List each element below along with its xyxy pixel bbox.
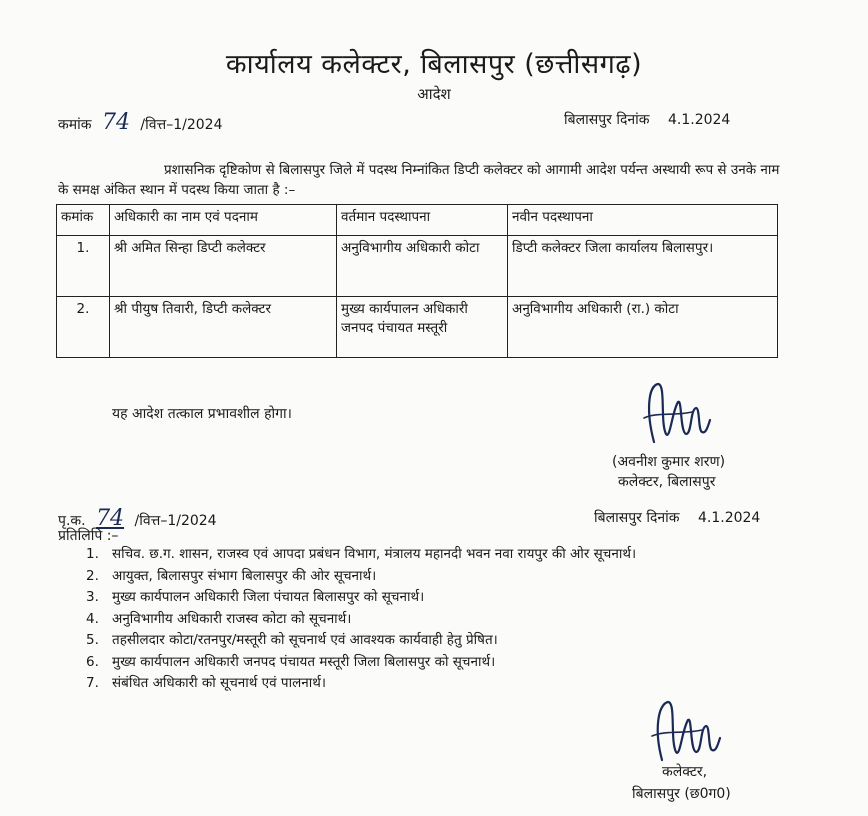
footer-designation: कलेक्टर, <box>662 764 708 780</box>
endorsement-date-line <box>594 508 760 527</box>
table-header-row <box>57 205 778 236</box>
table-cell-serial: 1. <box>57 236 110 297</box>
table-row <box>57 236 778 297</box>
list-item-text: तहसीलदार कोटा/रतनपुर/मस्तूरी को सूचनार्थ एवं आवश्यक कार्यवाही हेतु प्रेषित। <box>112 632 498 648</box>
table-header-officer: अधिकारी का नाम एवं पदनाम <box>110 205 337 236</box>
effect-statement: यह आदेश तत्काल प्रभावशील होगा। <box>112 406 292 422</box>
list-item-text: अनुविभागीय अधिकारी राजस्व कोटा को सूचनार्थ। <box>112 610 352 627</box>
copies-list <box>86 544 786 695</box>
endorsement-suffix: /वित्त–1/2024 <box>134 513 217 529</box>
transfer-table <box>56 204 778 358</box>
order-place-label: बिलासपुर दिनांक <box>564 112 650 128</box>
table-cell-current-post: अनुविभागीय अधिकारी कोटा <box>337 236 508 297</box>
table-cell-officer: श्री अमित सिन्हा डिप्टी कलेक्टर <box>110 236 337 297</box>
table-row <box>57 297 778 358</box>
table-cell-new-post: अनुविभागीय अधिकारी (रा.) कोटा <box>508 297 778 358</box>
list-item-number: 6. <box>86 653 99 670</box>
order-heading: आदेश <box>417 85 451 103</box>
list-item <box>86 587 786 608</box>
table-cell-serial: 2. <box>57 297 110 358</box>
endorsement-date: 4.1.2024 <box>698 510 761 526</box>
list-item-number: 5. <box>86 632 99 648</box>
order-number-line <box>58 110 222 135</box>
signatory-name: (अवनीश कुमार शरण) <box>612 454 726 470</box>
table-header-serial: कमांक <box>57 205 110 236</box>
list-item-text: संबंधित अधिकारी को सूचनार्थ एवं पालनार्थ। <box>112 675 326 691</box>
list-item <box>86 544 786 565</box>
endorsement-place-label: बिलासपुर दिनांक <box>594 510 680 526</box>
order-number-prefix: कमांक <box>58 117 92 133</box>
signatory-designation: कलेक्टर, बिलासपुर <box>618 474 716 490</box>
table-header-new-post: नवीन पदस्थापना <box>508 205 778 236</box>
list-item-number: 1. <box>86 546 99 562</box>
copies-label: प्रतिलिपि :– <box>58 528 119 544</box>
endorsement-prefix: पृ.क. <box>58 513 86 529</box>
list-item-text: सचिव. छ.ग. शासन, राजस्व एवं आपदा प्रबंधन विभाग, मंत्रालय महानदी भवन नवा रायपुर की ओर सूचनार्थ। <box>112 546 637 562</box>
table-cell-new-post: डिप्टी कलेक्टर जिला कार्यालय बिलासपुर। <box>508 236 778 297</box>
list-item-text: मुख्य कार्यपालन अधिकारी जिला पंचायत बिलासपुर को सूचनार्थ। <box>112 589 425 605</box>
order-date-line <box>564 110 730 129</box>
footer-signature <box>646 688 726 772</box>
list-item <box>86 630 786 651</box>
list-item-number: 7. <box>86 675 99 691</box>
order-number-handwritten: 74 <box>101 110 130 135</box>
office-title: कार्यालय कलेक्टर, बिलासपुर (छत्तीसगढ़) <box>225 49 643 80</box>
list-item-number: 2. <box>86 567 99 584</box>
collector-signature <box>636 372 716 456</box>
table-cell-current-post: मुख्य कार्यपालन अधिकारी जनपद पंचायत मस्तूरी <box>337 297 508 358</box>
endorsement-number-handwritten: 74 <box>96 506 125 531</box>
order-date: 4.1.2024 <box>668 112 731 128</box>
table-header-current-post: वर्तमान पदस्थापना <box>337 205 508 236</box>
list-item-number: 3. <box>86 589 99 605</box>
footer-place: बिलासपुर (छ0ग0) <box>632 786 731 802</box>
list-item-number: 4. <box>86 610 99 627</box>
order-number-suffix: /वित्त–1/2024 <box>140 117 223 133</box>
list-item-text: मुख्य कार्यपालन अधिकारी जनपद पंचायत मस्तूरी जिला बिलासपुर को सूचनार्थ। <box>112 653 496 670</box>
list-item-text: आयुक्त, बिलासपुर संभाग बिलासपुर की ओर सूचनार्थ। <box>112 567 377 584</box>
list-item <box>86 566 786 587</box>
table-cell-officer: श्री पीयुष तिवारी, डिप्टी कलेक्टर <box>110 297 337 358</box>
order-body-paragraph: प्रशासनिक दृष्टिकोण से बिलासपुर जिले में पदस्थ निम्नांकित डिप्टी कलेक्टर को आगामी आदेश पर्यन्त अस्थायी रूप से उनके नाम के समक्ष अंकित स्थान में पदस्थ किया जाता है :– <box>58 162 780 198</box>
list-item <box>86 652 786 673</box>
list-item <box>86 609 786 630</box>
